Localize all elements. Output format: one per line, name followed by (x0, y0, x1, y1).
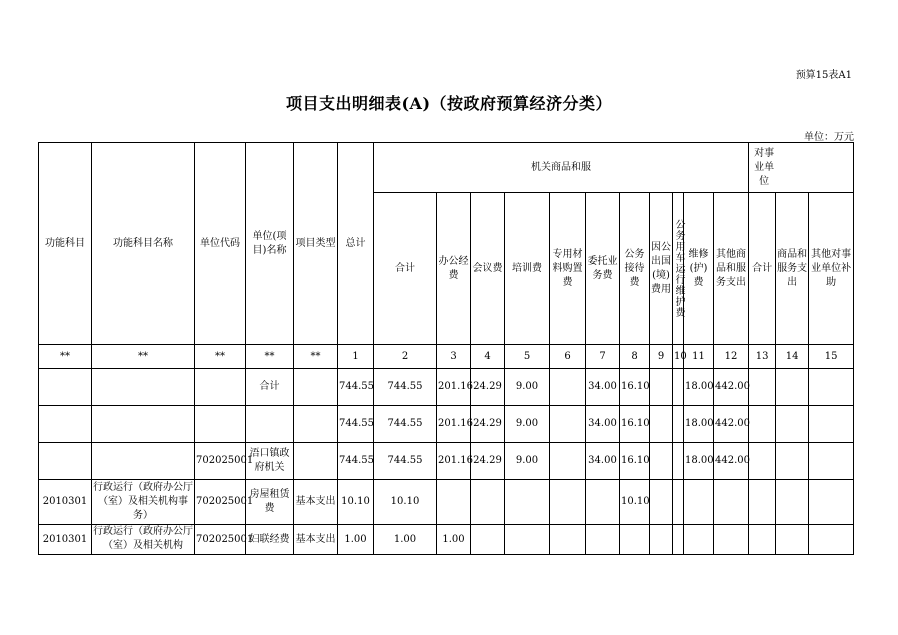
table-cell (650, 525, 673, 555)
table-body (39, 143, 854, 555)
table-cell: 2010301 (39, 525, 92, 555)
table-cell (749, 443, 776, 480)
index-cell: 6 (550, 345, 586, 369)
index-cell: ** (294, 345, 338, 369)
group-header-subsidy (749, 143, 854, 193)
col-header-meeting: 会议费 (471, 193, 505, 345)
page-title: 项目支出明细表(A)（按政府预算经济分类） (285, 94, 613, 113)
col-header-other-goods: 其他商品和服务支出 (714, 193, 749, 345)
index-cell: 3 (437, 345, 471, 369)
table-cell: 744.55 (338, 406, 374, 443)
col-header-total: 总计 (338, 143, 374, 345)
table-cell (650, 369, 673, 406)
table-cell: 702025001 (195, 443, 246, 480)
table-cell: 18.00 (684, 406, 714, 443)
table-cell (246, 406, 294, 443)
col-header-materials: 专用材料购置费 (550, 193, 586, 345)
table-cell: 浯口镇政府机关 (246, 443, 294, 480)
index-cell: 7 (586, 345, 620, 369)
table-cell: 442.00 (714, 406, 749, 443)
table-cell (550, 525, 586, 555)
table-cell: 744.55 (338, 369, 374, 406)
table-cell (749, 369, 776, 406)
table-cell (294, 369, 338, 406)
index-cell: 10 (673, 345, 684, 369)
table-cell (809, 406, 854, 443)
index-cell: ** (246, 345, 294, 369)
table-cell: 1.00 (338, 525, 374, 555)
table-cell (673, 480, 684, 525)
table-row (39, 525, 854, 555)
index-cell: 8 (620, 345, 650, 369)
table-cell (92, 443, 195, 480)
table-cell (650, 443, 673, 480)
expenditure-table (38, 142, 854, 555)
table-cell: 基本支出 (294, 480, 338, 525)
table-cell (550, 480, 586, 525)
table-cell (550, 406, 586, 443)
table-cell: 行政运行（政府办公厅（室）及相关机构事务） (92, 480, 195, 525)
table-cell (195, 369, 246, 406)
table-cell: 442.00 (714, 443, 749, 480)
col-header-proj-type: 项目类型 (294, 143, 338, 345)
col-header-sub-goods: 商品和服务支出 (776, 193, 809, 345)
index-cell: 12 (714, 345, 749, 369)
col-header-sub-total: 合计 (749, 193, 776, 345)
table-cell: 基本支出 (294, 525, 338, 555)
table-cell: 合计 (246, 369, 294, 406)
col-header-repair: 维修(护)费 (684, 193, 714, 345)
table-cell: 9.00 (505, 406, 550, 443)
table-cell (586, 480, 620, 525)
table-row (39, 480, 854, 525)
table-cell: 744.55 (374, 369, 437, 406)
table-cell (294, 406, 338, 443)
col-header-func-code: 功能科目 (39, 143, 92, 345)
table-cell: 744.55 (374, 406, 437, 443)
col-header-func-name: 功能科目名称 (92, 143, 195, 345)
table-cell: 10.10 (620, 480, 650, 525)
table-cell: 744.55 (374, 443, 437, 480)
table-cell: 16.10 (620, 369, 650, 406)
index-cell: 14 (776, 345, 809, 369)
table-cell: 24.29 (471, 369, 505, 406)
table-cell: 9.00 (505, 443, 550, 480)
table-cell (776, 480, 809, 525)
col-header-unit-code: 单位代码 (195, 143, 246, 345)
table-row (39, 443, 854, 480)
index-cell: 13 (749, 345, 776, 369)
table-cell: 房屋租赁费 (246, 480, 294, 525)
table-cell (673, 443, 684, 480)
table-cell: 2010301 (39, 480, 92, 525)
col-header-training: 培训费 (505, 193, 550, 345)
index-cell: 15 (809, 345, 854, 369)
table-cell (809, 443, 854, 480)
table-cell (684, 525, 714, 555)
table-cell (294, 443, 338, 480)
table-cell (39, 406, 92, 443)
table-cell (749, 406, 776, 443)
table-cell: 201.16 (437, 443, 471, 480)
table-cell (586, 525, 620, 555)
table-cell (39, 443, 92, 480)
table-cell (550, 443, 586, 480)
table-cell (92, 369, 195, 406)
table-cell (684, 480, 714, 525)
col-header-sub-other: 其他对事业单位补助 (809, 193, 854, 345)
table-cell (550, 369, 586, 406)
table-cell (437, 480, 471, 525)
table-cell: 34.00 (586, 443, 620, 480)
table-cell (749, 525, 776, 555)
table-cell (92, 406, 195, 443)
table-cell (809, 480, 854, 525)
table-cell: 10.10 (338, 480, 374, 525)
table-cell (471, 480, 505, 525)
table-cell: 442.00 (714, 369, 749, 406)
table-cell: 201.16 (437, 406, 471, 443)
table-cell: 9.00 (505, 369, 550, 406)
table-cell (809, 369, 854, 406)
table-cell: 744.55 (338, 443, 374, 480)
table-cell: 妇联经费 (246, 525, 294, 555)
table-cell (673, 369, 684, 406)
table-cell: 16.10 (620, 406, 650, 443)
table-cell (620, 525, 650, 555)
table-cell: 24.29 (471, 443, 505, 480)
table-cell: 34.00 (586, 406, 620, 443)
table-cell (714, 480, 749, 525)
table-cell (505, 525, 550, 555)
table-cell: 1.00 (374, 525, 437, 555)
header-row-1 (39, 143, 854, 193)
table-cell: 行政运行（政府办公厅（室）及相关机构 (92, 525, 195, 555)
table-cell: 16.10 (620, 443, 650, 480)
table-row (39, 369, 854, 406)
table-cell (471, 525, 505, 555)
index-cell: 4 (471, 345, 505, 369)
table-cell: 18.00 (684, 443, 714, 480)
table-cell: 18.00 (684, 369, 714, 406)
index-cell: ** (195, 345, 246, 369)
col-header-abroad: 因公出国(境)费用 (650, 193, 673, 345)
col-header-commission: 委托业务费 (586, 193, 620, 345)
col-header-subtotal: 合计 (374, 193, 437, 345)
group-header-goods: 机关商品和服 (374, 143, 749, 193)
table-cell (650, 406, 673, 443)
index-cell: ** (39, 345, 92, 369)
table-cell (505, 480, 550, 525)
col-header-unit-name: 单位(项目)名称 (246, 143, 294, 345)
table-cell (673, 406, 684, 443)
index-cell: 1 (338, 345, 374, 369)
table-cell (749, 480, 776, 525)
index-cell: ** (92, 345, 195, 369)
table-cell (809, 525, 854, 555)
unit-label: 单位：万元 (804, 132, 854, 143)
table-cell: 1.00 (437, 525, 471, 555)
table-cell (650, 480, 673, 525)
table-cell: 34.00 (586, 369, 620, 406)
table-cell (673, 525, 684, 555)
table-cell (776, 443, 809, 480)
index-row (39, 345, 854, 369)
index-cell: 5 (505, 345, 550, 369)
form-id: 预算15表A1 (795, 70, 852, 81)
table-cell (776, 406, 809, 443)
index-cell: 11 (684, 345, 714, 369)
group-header-subsidy-text: 对事业单位 (754, 147, 775, 187)
table-cell: 24.29 (471, 406, 505, 443)
table-cell: 702025001 (195, 525, 246, 555)
col-header-office: 办公经费 (437, 193, 471, 345)
col-header-reception: 公务接待费 (620, 193, 650, 345)
index-cell: 9 (650, 345, 673, 369)
table-cell (714, 525, 749, 555)
index-cell: 2 (374, 345, 437, 369)
table-cell (195, 406, 246, 443)
table-cell (776, 369, 809, 406)
table-cell: 702025001 (195, 480, 246, 525)
col-header-vehicle: 公务用车运行维护费 (673, 193, 684, 345)
table-cell: 201.16 (437, 369, 471, 406)
table-cell: 10.10 (374, 480, 437, 525)
table-cell (776, 525, 809, 555)
table-cell (39, 369, 92, 406)
table-row (39, 406, 854, 443)
